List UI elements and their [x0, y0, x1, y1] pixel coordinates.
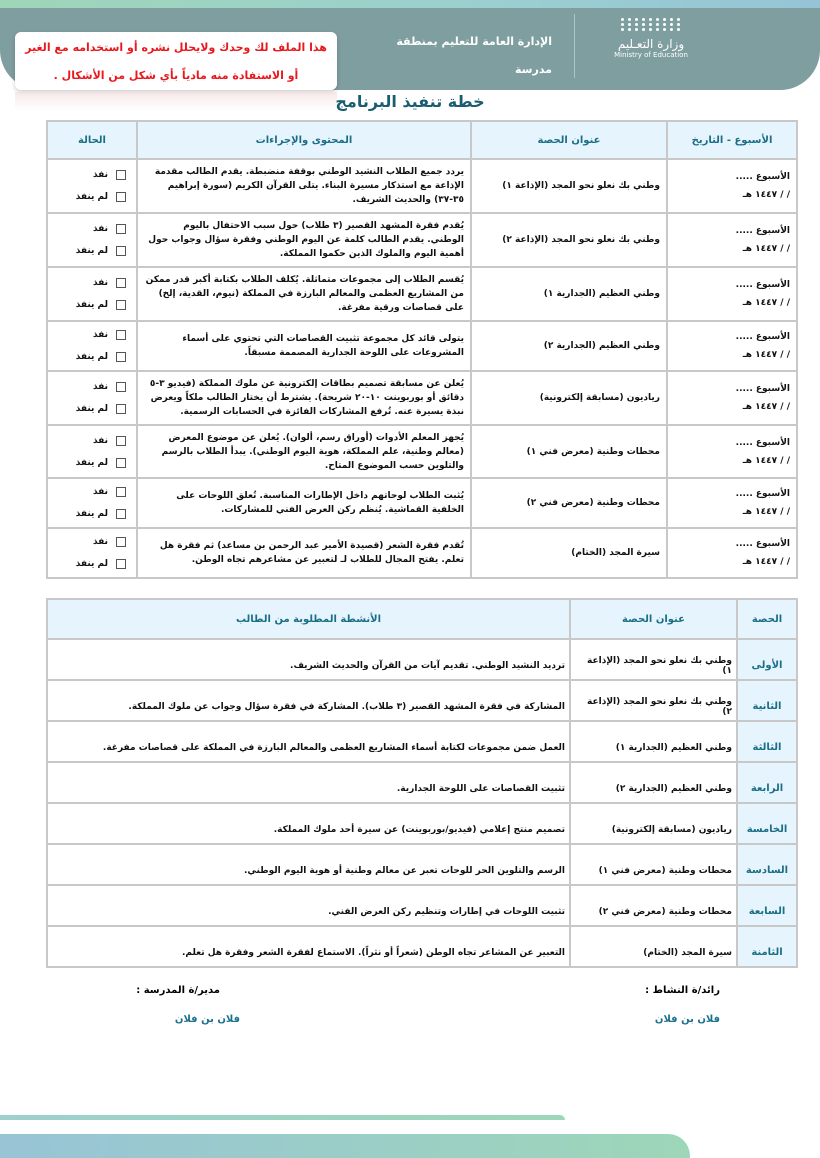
- session-cell: الثانية: [737, 680, 797, 721]
- plan-row: [47, 213, 797, 267]
- bottom-decor-line: [0, 1115, 565, 1120]
- header-info: [396, 28, 552, 84]
- status-not-done-label: لم ينفذ: [75, 509, 108, 519]
- checkbox-icon[interactable]: [116, 404, 126, 414]
- checkbox-icon[interactable]: [116, 436, 126, 446]
- status-not-done-checkbox[interactable]: [58, 503, 126, 525]
- content-cell: يُجهز المعلم الأدوات (أوراق رسم، ألوان). يُعلن عن موضوع المعرض (معالم وطنية، علم المملكة، هوية اليوم الوطني). يبدأ الطلاب بالرسم والتلوين حسب الموضوع المتاح.: [137, 425, 471, 478]
- week-label: الأسبوع .....: [735, 332, 790, 342]
- checkbox-icon[interactable]: [116, 352, 126, 362]
- title-cell: محطات وطنية (معرض فني ١): [471, 425, 667, 478]
- plan-row: [47, 425, 797, 478]
- activity-row: [47, 885, 797, 926]
- content-cell: يُعلن عن مسابقة تصميم بطاقات إلكترونية عن ملوك المملكة (فيديو ٣-٥ دقائق أو بوربوينت ١٠-٢٠ شريحة). يشترط أن يختار الطالب ملكاً ويعرض نبذة يسيرة عنه. تُرفع المشاركات الفائزة في الحسابات الرسمية.: [137, 371, 471, 425]
- checkbox-icon[interactable]: [116, 559, 126, 569]
- week-date-cell: [667, 371, 797, 425]
- status-done-checkbox[interactable]: [58, 376, 126, 398]
- col-title: عنوان الحصة: [570, 599, 737, 639]
- copyright-notice: [15, 32, 337, 90]
- status-done-label: نفذ: [92, 435, 108, 446]
- activity-row: [47, 639, 797, 680]
- principal-name: فلان بن فلان: [174, 1014, 240, 1025]
- activity-row: [47, 844, 797, 885]
- status-cell: [47, 528, 137, 578]
- status-done-label: نفذ: [92, 487, 108, 497]
- status-done-checkbox[interactable]: [58, 218, 126, 240]
- week-date-cell: [667, 425, 797, 478]
- checkbox-icon[interactable]: [116, 170, 126, 180]
- date-label: / / ١٤٤٧ هـ: [742, 455, 790, 466]
- week-date-cell: [667, 213, 797, 267]
- session-cell: الرابعة: [737, 762, 797, 803]
- checkbox-icon[interactable]: [116, 246, 126, 256]
- col-session: الحصة: [737, 599, 797, 639]
- status-cell: [47, 321, 137, 371]
- activity-row: [47, 926, 797, 967]
- checkbox-icon[interactable]: [116, 509, 126, 519]
- top-decor-strip: [0, 0, 820, 8]
- title-cell: وطني العظيم (الجدارية ٢): [570, 762, 737, 803]
- plan-row: [47, 528, 797, 578]
- week-date-cell: [667, 159, 797, 213]
- status-done-checkbox[interactable]: [58, 272, 126, 294]
- date-label: / / ١٤٤٧ هـ: [742, 402, 790, 412]
- date-label: / / ١٤٤٧ هـ: [742, 190, 790, 200]
- status-done-checkbox[interactable]: [58, 430, 126, 452]
- checkbox-icon[interactable]: [116, 300, 126, 310]
- notice-line-1: هذا الملف لك وحدك ولايحلل نشره أو استخدامه مع الغير: [25, 41, 327, 54]
- week-date-cell: [667, 478, 797, 528]
- checkbox-icon[interactable]: [116, 278, 126, 288]
- logo-arabic: وزارة التعـليم: [617, 37, 685, 51]
- date-label: / / ١٤٤٧ هـ: [742, 244, 790, 254]
- leader-label: رائد/ة النشاط :: [645, 985, 720, 996]
- activity-cell: تصميم منتج إعلامي (فيديو/بوربوينت) عن سيرة أحد ملوك المملكة.: [47, 803, 570, 844]
- status-not-done-checkbox[interactable]: [58, 346, 126, 368]
- title-cell: وطني العظيم (الجدارية ٢): [471, 321, 667, 371]
- status-done-label: نفذ: [92, 330, 108, 340]
- date-label: / / ١٤٤٧ هـ: [742, 557, 790, 567]
- status-not-done-checkbox[interactable]: [58, 240, 126, 262]
- status-cell: [47, 478, 137, 528]
- bottom-decor-band: [0, 1134, 690, 1158]
- col-content: المحتوى والإجراءات: [137, 121, 471, 159]
- content-cell: يتولى قائد كل مجموعة تثبيت القصاصات التي تحتوي على أسماء المشروعات على اللوحة الجدارية المصممة مسبقاً.: [137, 321, 471, 371]
- week-label: الأسبوع .....: [735, 437, 790, 448]
- title-cell: وطني بك نعلو نحو المجد (الإذاعة ١): [570, 639, 737, 680]
- week-label: الأسبوع .....: [735, 539, 790, 549]
- title-cell: سيرة المجد (الختام): [570, 926, 737, 967]
- leader-signature: [645, 985, 720, 1025]
- title-cell: وطني بك نعلو نحو المجد (الإذاعة ١): [471, 159, 667, 213]
- week-date-cell: [667, 267, 797, 321]
- week-label: الأسبوع .....: [735, 226, 790, 236]
- school-label: مدرسة: [515, 63, 552, 76]
- status-not-done-label: لم ينفذ: [75, 300, 108, 310]
- activities-table: [46, 598, 798, 968]
- status-not-done-label: لم ينفذ: [75, 192, 108, 202]
- status-not-done-checkbox[interactable]: [58, 186, 126, 208]
- session-cell: الخامسة: [737, 803, 797, 844]
- week-label: الأسبوع .....: [735, 384, 790, 394]
- plan-row: [47, 267, 797, 321]
- col-week-date: الأسبوع - التاريخ: [667, 121, 797, 159]
- week-label: الأسبوع .....: [735, 280, 790, 290]
- status-not-done-checkbox[interactable]: [58, 294, 126, 316]
- status-not-done-label: لم ينفذ: [75, 352, 108, 362]
- title-cell: محطات وطنية (معرض فني ٢): [570, 885, 737, 926]
- principal-signature: [136, 985, 240, 1025]
- activity-row: [47, 762, 797, 803]
- week-label: الأسبوع .....: [735, 489, 790, 499]
- status-not-done-label: لم ينفذ: [75, 559, 108, 569]
- checkbox-icon[interactable]: [116, 192, 126, 202]
- week-date-cell: [667, 321, 797, 371]
- activity-cell: التعبير عن المشاعر تجاه الوطن (شعراً أو نثراً). الاستماع لفقرة الشعر وفقرة هل تعلم.: [47, 926, 570, 967]
- status-done-checkbox[interactable]: [58, 531, 126, 553]
- activity-cell: تثبيت اللوحات في إطارات وتنظيم ركن العرض الفني.: [47, 885, 570, 926]
- session-cell: السادسة: [737, 844, 797, 885]
- notice-line-2: أو الاستفادة منه مادياً بأي شكل من الأشكال .: [53, 69, 299, 82]
- checkbox-icon[interactable]: [116, 224, 126, 234]
- page-title: خطة تنفيذ البرنامج: [335, 92, 485, 111]
- checkbox-icon[interactable]: [116, 330, 126, 340]
- plan-row: [47, 159, 797, 213]
- status-cell: [47, 267, 137, 321]
- title-cell: سيرة المجد (الختام): [471, 528, 667, 578]
- status-done-checkbox[interactable]: [58, 324, 126, 346]
- plan-row: [47, 371, 797, 425]
- status-done-label: نفذ: [92, 278, 108, 288]
- directorate-label: الإدارة العامة للتعليم بمنطقة: [396, 35, 552, 48]
- checkbox-icon[interactable]: [116, 382, 126, 392]
- status-done-checkbox[interactable]: [58, 481, 126, 503]
- title-cell: رياديون (مسابقة إلكترونية): [471, 371, 667, 425]
- date-label: / / ١٤٤٧ هـ: [742, 298, 790, 308]
- status-not-done-checkbox[interactable]: [58, 553, 126, 575]
- content-cell: يُثبت الطلاب لوحاتهم داخل الإطارات المناسبة. تُعلق اللوحات على الخلفية القماشية. يُنظم ركن العرض الفني للمشاركات.: [137, 478, 471, 528]
- status-done-label: نفذ: [92, 170, 108, 180]
- col-title: عنوان الحصة: [471, 121, 667, 159]
- logo-english: Ministry of Education: [614, 51, 688, 59]
- session-cell: الثالثة: [737, 721, 797, 762]
- status-done-label: نفذ: [92, 537, 108, 547]
- title-cell: محطات وطنية (معرض فني ٢): [471, 478, 667, 528]
- content-cell: يُقسم الطلاب إلى مجموعات متماثلة. يُكلف الطلاب بكتابة أكبر قدر ممكن من المشاريع العظمى والمعالم البارزة في المملكة (نيوم، القدية، إلخ) على قصاصات ورقية مفرغة.: [137, 267, 471, 321]
- col-status: الحالة: [47, 121, 137, 159]
- status-not-done-label: لم ينفذ: [75, 246, 108, 256]
- principal-label: مدير/ة المدرسة :: [136, 985, 220, 996]
- content-cell: تُقدم فقرة الشعر (قصيدة الأمير عبد الرحمن بن مساعد) ثم فقرة هل تعلم. يفتح المجال للطلاب لـ لتعبير عن مشاعرهم تجاه الوطن.: [137, 528, 471, 578]
- title-cell: وطني بك نعلو نحو المجد (الإذاعة ٢): [570, 680, 737, 721]
- title-cell: محطات وطنية (معرض فني ١): [570, 844, 737, 885]
- plan-table: [46, 120, 798, 579]
- status-not-done-checkbox[interactable]: [58, 398, 126, 420]
- content-cell: يردد جميع الطلاب النشيد الوطني بوقفة منضبطة. يقدم الطالب مقدمة الإذاعة مع استذكار مسيرة البناء. يتلى القرآن الكريم (سورة إبراهيم ٣٥-٣٧) والحديث الشريف.: [137, 159, 471, 213]
- status-done-label: نفذ: [92, 382, 108, 392]
- plan-row: [47, 478, 797, 528]
- title-cell: وطني العظيم (الجدارية ١): [471, 267, 667, 321]
- status-not-done-checkbox[interactable]: [58, 452, 126, 474]
- status-done-checkbox[interactable]: [58, 164, 126, 186]
- title-cell: رياديون (مسابقة إلكترونية): [570, 803, 737, 844]
- date-label: / / ١٤٤٧ هـ: [742, 507, 790, 517]
- content-cell: يُقدم فقرة المشهد القصير (٣ طلاب) حول سبب الاحتفال باليوم الوطني. يقدم الطالب كلمة عن اليوم الوطني وفقرة سؤال وجواب حول أهمية اليوم والملوك الذين حكموا المملكة.: [137, 213, 471, 267]
- header-divider: [574, 14, 575, 78]
- status-cell: [47, 159, 137, 213]
- title-cell: وطني بك نعلو نحو المجد (الإذاعة ٢): [471, 213, 667, 267]
- activity-cell: المشاركة في فقرة المشهد القصير (٣ طلاب). المشاركة في فقرة سؤال وجواب عن ملوك المملكة.: [47, 680, 570, 721]
- session-cell: السابعة: [737, 885, 797, 926]
- activity-row: [47, 803, 797, 844]
- title-cell: وطني العظيم (الجدارية ١): [570, 721, 737, 762]
- ministry-logo: [606, 16, 696, 76]
- status-cell: [47, 371, 137, 425]
- date-label: / / ١٤٤٧ هـ: [742, 350, 790, 360]
- checkbox-icon[interactable]: [116, 458, 126, 468]
- week-label: الأسبوع .....: [735, 172, 790, 182]
- activity-cell: تثبيت القصاصات على اللوحة الجدارية.: [47, 762, 570, 803]
- activity-cell: الرسم والتلوين الحر للوحات تعبر عن معالم وطنية أو هوية اليوم الوطني.: [47, 844, 570, 885]
- status-cell: [47, 213, 137, 267]
- week-date-cell: [667, 528, 797, 578]
- session-cell: الأولى: [737, 639, 797, 680]
- col-activities: الأنشطة المطلوبة من الطالب: [47, 599, 570, 639]
- leader-name: فلان بن فلان: [654, 1014, 720, 1025]
- checkbox-icon[interactable]: [116, 537, 126, 547]
- logo-dots-icon: [606, 18, 696, 31]
- activity-row: [47, 680, 797, 721]
- status-cell: [47, 425, 137, 478]
- status-not-done-label: لم ينفذ: [75, 404, 108, 414]
- checkbox-icon[interactable]: [116, 487, 126, 497]
- status-done-label: نفذ: [92, 224, 108, 234]
- activity-cell: ترديد النشيد الوطني. تقديم آيات من القرآن والحديث الشريف.: [47, 639, 570, 680]
- plan-row: [47, 321, 797, 371]
- session-cell: الثامنة: [737, 926, 797, 967]
- activity-row: [47, 721, 797, 762]
- status-not-done-label: لم ينفذ: [75, 457, 108, 468]
- activity-cell: العمل ضمن مجموعات لكتابة أسماء المشاريع العظمى والمعالم البارزة في المملكة على قصاصات مفرغة.: [47, 721, 570, 762]
